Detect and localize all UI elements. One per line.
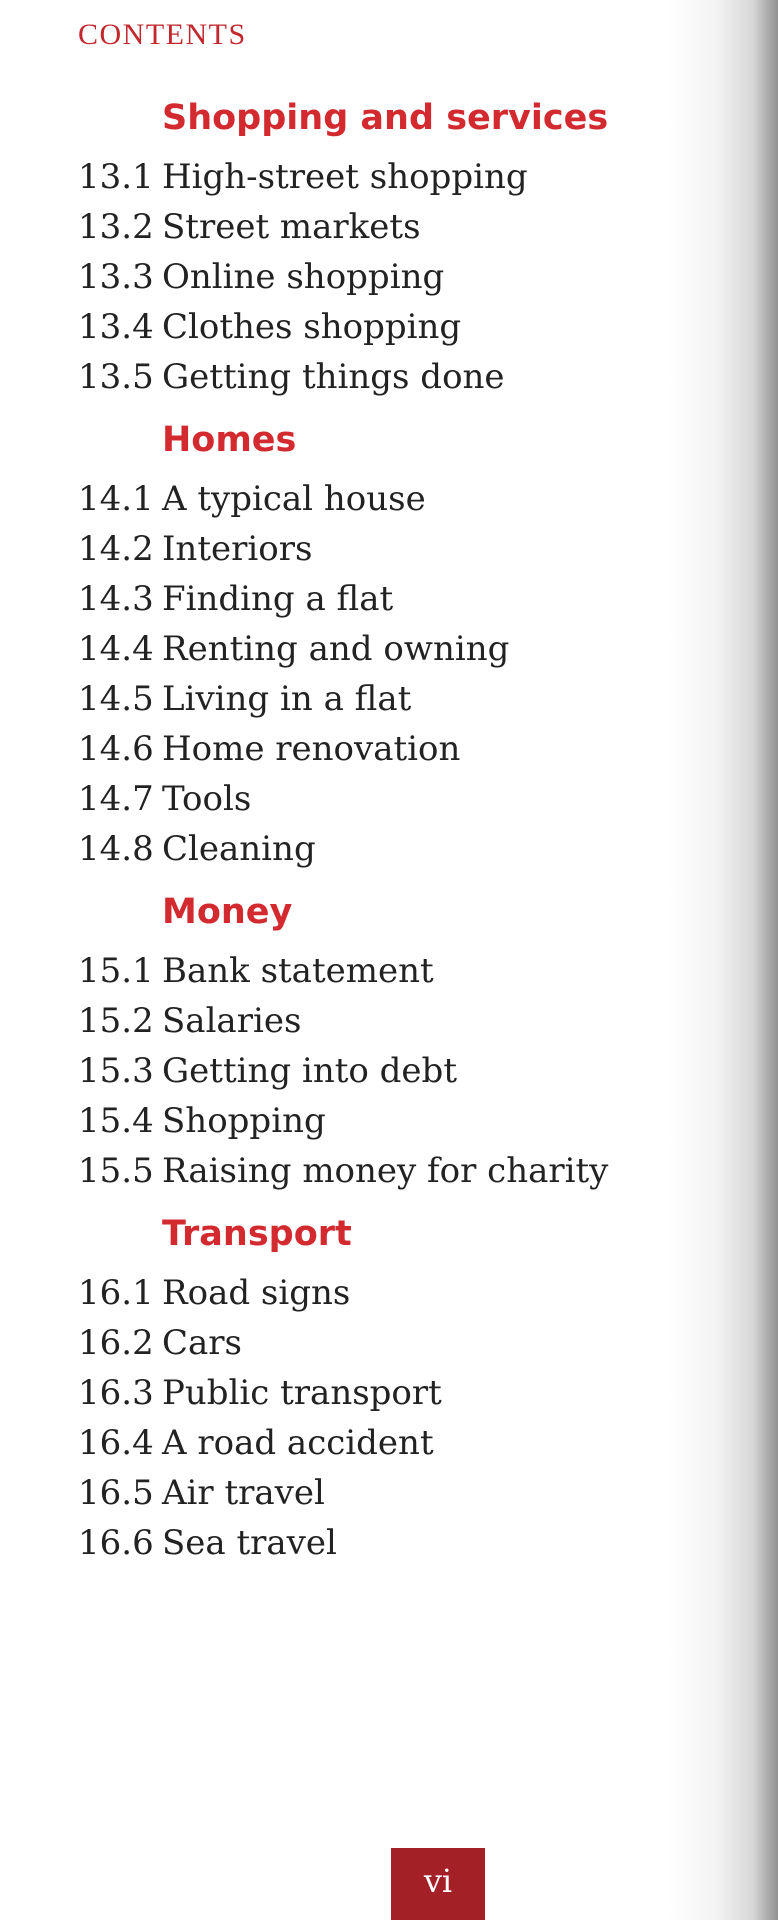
entry-number: 16.6 [78, 1523, 154, 1563]
entry-number: 15.1 [78, 951, 154, 991]
entry-number: 13.3 [78, 257, 154, 297]
running-header: CONTENTS [78, 18, 247, 51]
entry-title: Road signs [162, 1273, 351, 1313]
toc-entry [78, 724, 728, 774]
toc-section-homes [78, 416, 728, 874]
section-title: Transport [162, 1214, 352, 1254]
entry-title: Getting things done [162, 357, 505, 397]
entry-title: Home renovation [162, 729, 461, 769]
toc-section-transport [78, 1210, 728, 1568]
page-edge-shadow [752, 0, 778, 1920]
entry-number: 16.4 [78, 1423, 154, 1463]
section-title: Homes [162, 420, 297, 460]
toc-entry [78, 1318, 728, 1368]
entry-number: 15.2 [78, 1001, 154, 1041]
entry-title: Living in a flat [162, 679, 412, 719]
toc-entry [78, 1096, 728, 1146]
entry-title: Cleaning [162, 829, 316, 869]
toc-section-money [78, 888, 728, 1196]
toc-entry [78, 946, 728, 996]
entry-number: 14.2 [78, 529, 154, 569]
page-number-tab: vi [391, 1848, 485, 1920]
entry-number: 16.2 [78, 1323, 154, 1363]
toc-entry [78, 1146, 728, 1196]
entry-title: Renting and owning [162, 629, 510, 669]
entry-number: 14.6 [78, 729, 154, 769]
entry-number: 14.7 [78, 779, 154, 819]
entry-number: 16.3 [78, 1373, 154, 1413]
entry-title: Online shopping [162, 257, 445, 297]
entry-number: 16.5 [78, 1473, 154, 1513]
toc-entry [78, 774, 728, 824]
toc-entry [78, 674, 728, 724]
entry-title: Clothes shopping [162, 307, 462, 347]
entry-title: A typical house [162, 479, 426, 519]
toc-section-shopping [78, 94, 728, 402]
entry-number: 13.2 [78, 207, 154, 247]
entry-number: 14.4 [78, 629, 154, 669]
toc-entry [78, 574, 728, 624]
toc-entry [78, 524, 728, 574]
entry-number: 13.1 [78, 157, 154, 197]
toc-entry [78, 996, 728, 1046]
section-title: Money [162, 892, 293, 932]
entry-number: 14.1 [78, 479, 154, 519]
entry-title: Salaries [162, 1001, 302, 1041]
toc-entry [78, 152, 728, 202]
entry-title: Interiors [162, 529, 313, 569]
toc-entry [78, 202, 728, 252]
entry-title: Street markets [162, 207, 421, 247]
entry-title: Air travel [162, 1473, 325, 1513]
entry-number: 13.5 [78, 357, 154, 397]
entry-title: High-street shopping [162, 157, 528, 197]
toc-entry [78, 1046, 728, 1096]
entry-title: A road accident [162, 1423, 434, 1463]
entry-number: 14.8 [78, 829, 154, 869]
entry-number: 15.3 [78, 1051, 154, 1091]
toc-entry [78, 1518, 728, 1568]
toc-entry [78, 1268, 728, 1318]
entry-number: 14.3 [78, 579, 154, 619]
toc-entry [78, 474, 728, 524]
toc-entry [78, 824, 728, 874]
toc-entry [78, 1418, 728, 1468]
entry-number: 13.4 [78, 307, 154, 347]
table-of-contents [78, 94, 728, 1568]
section-title: Shopping and services [162, 98, 609, 138]
entry-number: 15.5 [78, 1151, 154, 1191]
toc-entry [78, 1468, 728, 1518]
entry-title: Raising money for charity [162, 1151, 609, 1191]
entry-number: 14.5 [78, 679, 154, 719]
entry-title: Shopping [162, 1101, 326, 1141]
toc-entry [78, 252, 728, 302]
entry-title: Sea travel [162, 1523, 337, 1563]
entry-title: Tools [162, 779, 252, 819]
entry-title: Cars [162, 1323, 242, 1363]
entry-title: Public transport [162, 1373, 442, 1413]
toc-entry [78, 624, 728, 674]
entry-title: Bank statement [162, 951, 434, 991]
toc-entry [78, 302, 728, 352]
toc-entry [78, 352, 728, 402]
entry-title: Getting into debt [162, 1051, 457, 1091]
entry-title: Finding a flat [162, 579, 394, 619]
entry-number: 16.1 [78, 1273, 154, 1313]
entry-number: 15.4 [78, 1101, 154, 1141]
toc-entry [78, 1368, 728, 1418]
